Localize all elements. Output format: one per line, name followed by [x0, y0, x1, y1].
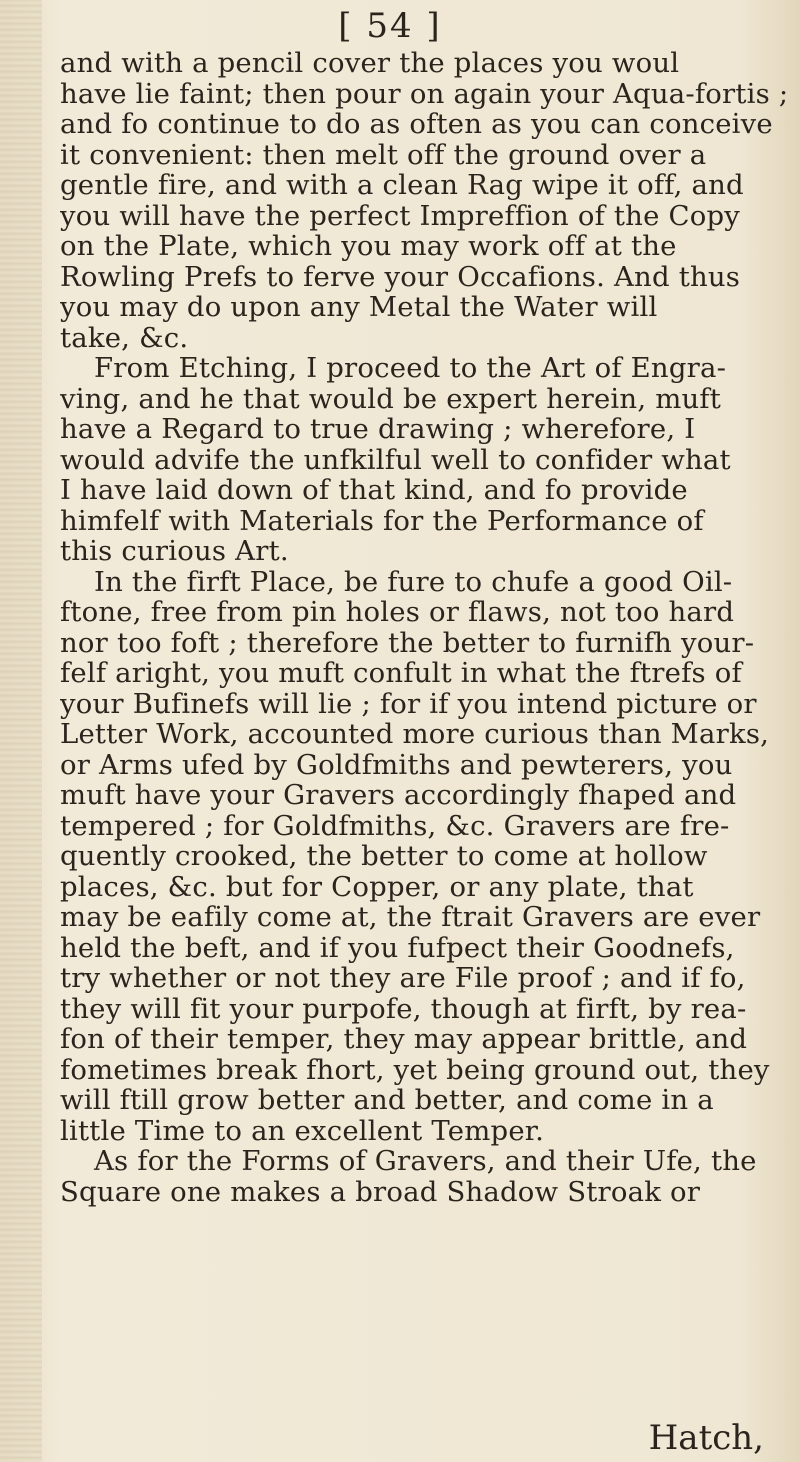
- text-line: ftone, free from pin holes or flaws, not too hard: [60, 597, 735, 628]
- text-line: it convenient: then melt off the ground over a: [60, 139, 707, 170]
- text-line: may be eafily come at, the ftrait Gravers are ever: [60, 902, 761, 933]
- text-line: try whether or not they are File proof ; and if fo,: [60, 963, 746, 994]
- text-line: places, &c. but for Copper, or any plate, that: [60, 871, 694, 902]
- text-line: ving, and he that would be expert herein, muft: [60, 383, 722, 414]
- text-line: fometimes break fhort, yet being ground out, they: [60, 1054, 770, 1085]
- text-line: they will fit your purpofe, though at firft, by rea-: [60, 993, 747, 1024]
- catchword: Hatch,: [648, 1418, 764, 1458]
- page-gutter: [0, 0, 42, 1462]
- text-line: have a Regard to true drawing ; wherefore, I: [60, 414, 696, 445]
- text-line: and with a pencil cover the places you woul: [60, 48, 680, 79]
- text-line: gentle fire, and with a clean Rag wipe it off, and: [60, 170, 744, 201]
- body-text: [60, 48, 790, 1207]
- text-line: I have laid down of that kind, and fo provide: [60, 475, 688, 506]
- text-line: will ftill grow better and better, and come in a: [60, 1085, 714, 1116]
- page-number: [ 54 ]: [338, 6, 442, 46]
- text-line: and fo continue to do as often as you can conceive: [60, 109, 773, 140]
- text-line: this curious Art.: [60, 536, 289, 567]
- paragraph-start-line: From Etching, I proceed to the Art of Engra-: [94, 353, 727, 384]
- text-line: Rowling Prefs to ferve your Occafions. And thus: [60, 261, 741, 292]
- text-line: or Arms ufed by Goldfmiths and pewterers, you: [60, 749, 733, 780]
- text-line: quently crooked, the better to come at hollow: [60, 841, 708, 872]
- text-line: Square one makes a broad Shadow Stroak or: [60, 1176, 701, 1207]
- text-line: held the beft, and if you fufpect their Goodnefs,: [60, 932, 735, 963]
- text-line: felf aright, you muft confult in what the ftrefs of: [60, 658, 742, 689]
- text-line: your Bufinefs will lie ; for if you intend picture or: [60, 688, 757, 719]
- text-line: fon of their temper, they may appear brittle, and: [60, 1024, 748, 1055]
- text-line: little Time to an excellent Temper.: [60, 1115, 545, 1146]
- text-line: tempered ; for Goldfmiths, &c. Gravers are fre-: [60, 810, 730, 841]
- text-line: have lie faint; then pour on again your Aqua-fortis ;: [60, 78, 789, 109]
- text-line: Letter Work, accounted more curious than Marks,: [60, 719, 770, 750]
- text-line: muft have your Gravers accordingly fhaped and: [60, 780, 737, 811]
- paragraph-start-line: In the firft Place, be fure to chufe a good Oil-: [94, 566, 733, 597]
- text-line: take, &c.: [60, 322, 189, 353]
- text-line: you will have the perfect Impreffion of the Copy: [60, 200, 741, 231]
- text-line: nor too foft ; therefore the better to furnifh your-: [60, 627, 755, 658]
- text-line: on the Plate, which you may work off at the: [60, 231, 677, 262]
- paragraph-start-line: As for the Forms of Gravers, and their Ufe, the: [94, 1146, 757, 1177]
- text-line: himfelf with Materials for the Performance of: [60, 505, 704, 536]
- text-line: you may do upon any Metal the Water will: [60, 292, 658, 323]
- text-line: would advife the unfkilful well to confider what: [60, 444, 731, 475]
